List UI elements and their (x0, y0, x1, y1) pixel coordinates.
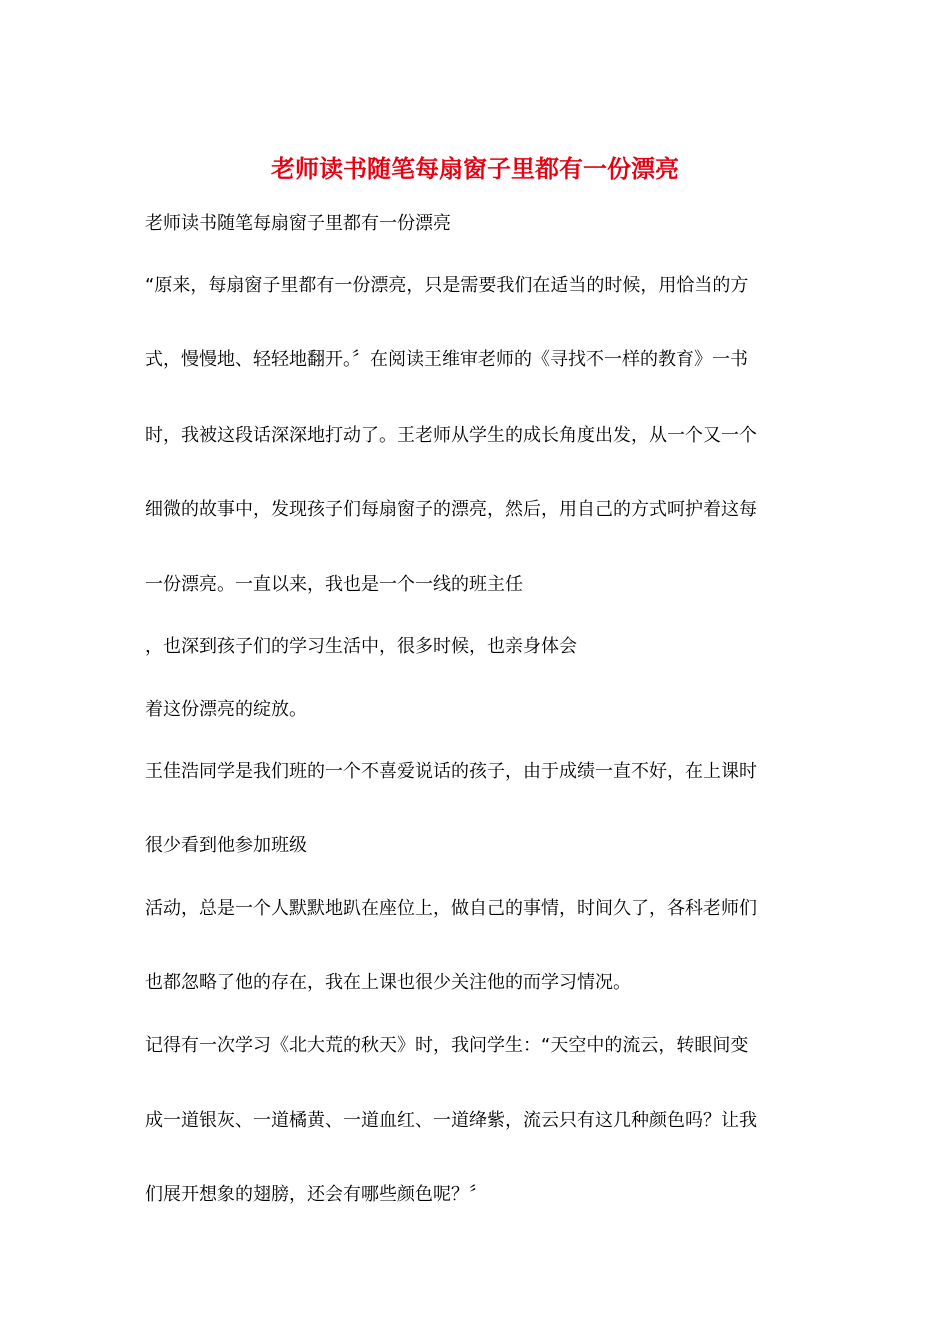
text-line: 记得有一次学习《北大荒的秋天》时，我问学生：“天空中的流云，转眼间变 (145, 1035, 749, 1056)
text-line: 很少看到他参加班级 (145, 835, 307, 856)
text-line: “原来，每扇窗子里都有一份漂亮，只是需要我们在适当的时候，用恰当的方 (145, 275, 749, 296)
text-line: 式，慢慢地、轻轻地翻开。〞在阅读王维审老师的《寻找不一样的教育》一书 (145, 349, 748, 370)
text-line: 老师读书随笔每扇窗子里都有一份漂亮 (145, 213, 451, 234)
text-line: 们展开想象的翅膀，还会有哪些颜色呢？〞 (145, 1184, 487, 1205)
text-line: 也都忽略了他的存在，我在上课也很少关注他的而学习情况。 (145, 972, 631, 993)
text-line: 成一道银灰、一道橘黄、一道血红、一道绛紫，流云只有这几种颜色吗？让我 (145, 1110, 757, 1131)
text-line: 活动，总是一个人默默地趴在座位上，做自己的事情，时间久了，各科老师们 (145, 898, 757, 919)
text-line: 王佳浩同学是我们班的一个不喜爱说话的孩子，由于成绩一直不好，在上课时 (145, 761, 757, 782)
text-line: ，也深到孩子们的学习生活中，很多时候，也亲身体会 (145, 636, 577, 657)
text-line: 一份漂亮。一直以来，我也是一个一线的班主任 (145, 574, 523, 595)
text-line: 着这份漂亮的绽放。 (145, 699, 307, 720)
text-line: 时，我被这段话深深地打动了。王老师从学生的成长角度出发，从一个又一个 (145, 425, 757, 446)
document-title: 老师读书随笔每扇窗子里都有一份漂亮 (271, 154, 679, 183)
text-line: 细微的故事中，发现孩子们每扇窗子的漂亮，然后，用自己的方式呵护着这每 (145, 499, 757, 520)
